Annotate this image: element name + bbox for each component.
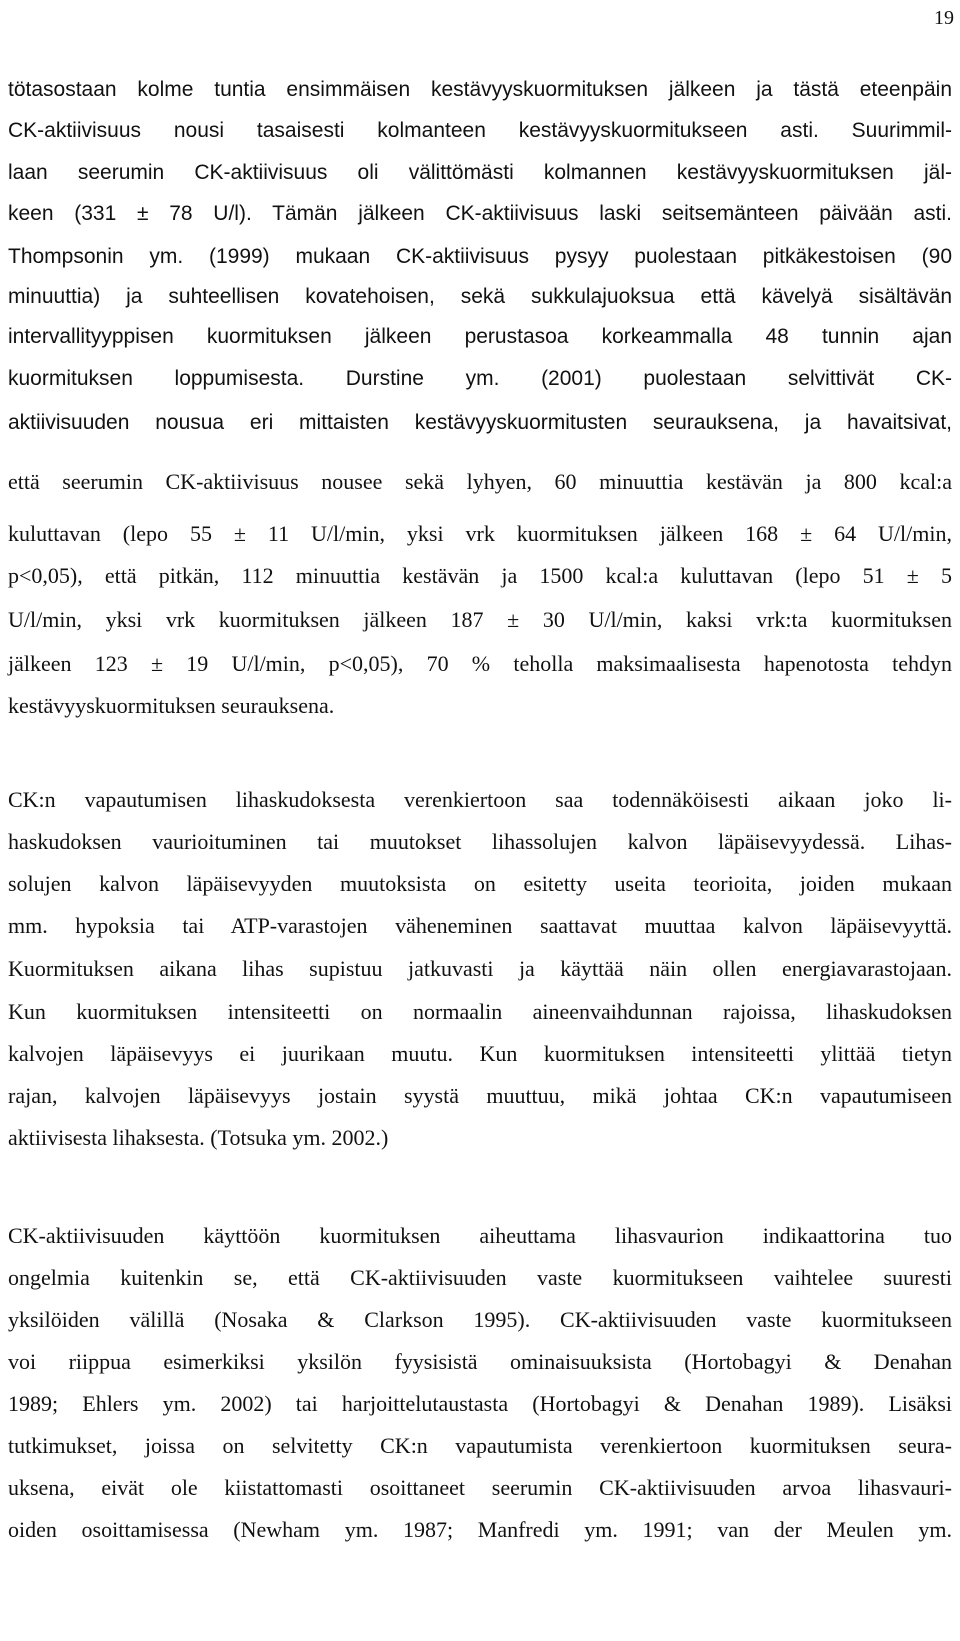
- text-line: oiden osoittamisessa (Newham ym. 1987; Manfredi ym. 1991; van der Meulen ym.: [8, 1517, 952, 1542]
- text-line: että seerumin CK-aktiivisuus nousee sekä lyhyen, 60 minuuttia kestävän ja 800 kcal:a: [8, 469, 952, 494]
- text-line: solujen kalvon läpäisevyyden muutoksista on esitetty useita teorioita, joiden mukaan: [8, 871, 952, 896]
- text-line: mm. hypoksia tai ATP-varastojen väheneminen saattavat muuttaa kalvon läpäisevyyttä.: [8, 913, 952, 938]
- page-number: 19: [934, 7, 954, 29]
- text-line: voi riippua esimerkiksi yksilön fyysisistä ominaisuuksista (Hortobagyi & Denahan: [8, 1349, 952, 1374]
- text-line: U/l/min, yksi vrk kuormituksen jälkeen 187 ± 30 U/l/min, kaksi vrk:ta kuormituksen: [8, 607, 952, 632]
- text-line: laan seerumin CK-aktiivisuus oli välittömästi kolmannen kestävyyskuormituksen jäl-: [8, 161, 952, 184]
- text-line: tutkimukset, joissa on selvitetty CK:n vapautumista verenkiertoon kuormituksen seura-: [8, 1433, 952, 1458]
- text-line: kalvojen läpäisevyys ei juurikaan muutu. Kun kuormituksen intensiteetti ylittää tietyn: [8, 1041, 952, 1066]
- text-line: Kuormituksen aikana lihas supistuu jatkuvasti ja käyttää näin ollen energiavarastojaan.: [8, 956, 952, 981]
- text-line: ongelmia kuitenkin se, että CK-aktiivisuuden vaste kuormitukseen vaihtelee suuresti: [8, 1265, 952, 1290]
- text-line: kuluttavan (lepo 55 ± 11 U/l/min, yksi vrk kuormituksen jälkeen 168 ± 64 U/l/min,: [8, 521, 952, 546]
- text-line: intervallityyppisen kuormituksen jälkeen perustasoa korkeammalla 48 tunnin ajan: [8, 325, 952, 348]
- text-line: CK-aktiivisuuden käyttöön kuormituksen aiheuttama lihasvaurion indikaattorina tuo: [8, 1223, 952, 1248]
- text-line: kestävyyskuormituksen seurauksena.: [8, 693, 335, 718]
- text-line: tötasostaan kolme tuntia ensimmäisen kestävyyskuormituksen jälkeen ja tästä eteenpäin: [8, 78, 952, 101]
- text-line: CK:n vapautumisen lihaskudoksesta verenkiertoon saa todennäköisesti aikaan joko li-: [8, 787, 952, 812]
- text-line: uksena, eivät ole kiistattomasti osoittaneet seerumin CK-aktiivisuuden arvoa lihasvauri-: [8, 1475, 952, 1500]
- text-line: kuormituksen loppumisesta. Durstine ym. (2001) puolestaan selvittivät CK-: [8, 367, 952, 390]
- text-line: 1989; Ehlers ym. 2002) tai harjoittelutaustasta (Hortobagyi & Denahan 1989). Lisäksi: [8, 1391, 952, 1416]
- text-line: yksilöiden välillä (Nosaka & Clarkson 1995). CK-aktiivisuuden vaste kuormitukseen: [8, 1307, 952, 1332]
- text-line: CK-aktiivisuus nousi tasaisesti kolmanteen kestävyyskuormitukseen asti. Suurimmil-: [8, 119, 952, 142]
- text-line: aktiivisuuden nousua eri mittaisten kestävyyskuormitusten seurauksena, ja havaitsivat,: [8, 411, 952, 434]
- text-line: jälkeen 123 ± 19 U/l/min, p<0,05), 70 % teholla maksimaalisesta hapenotosta tehdyn: [8, 651, 952, 676]
- text-line: Kun kuormituksen intensiteetti on normaalin aineenvaihdunnan rajoissa, lihaskudoksen: [8, 999, 952, 1024]
- text-line: aktiivisesta lihaksesta. (Totsuka ym. 2002.): [8, 1125, 389, 1150]
- text-line: rajan, kalvojen läpäisevyys jostain syystä muuttuu, mikä johtaa CK:n vapautumiseen: [8, 1083, 952, 1108]
- text-line: Thompsonin ym. (1999) mukaan CK-aktiivisuus pysyy puolestaan pitkäkestoisen (90: [8, 245, 952, 268]
- text-line: minuuttia) ja suhteellisen kovatehoisen, sekä sukkulajuoksua että kävelyä sisältävän: [8, 285, 952, 308]
- text-line: p<0,05), että pitkän, 112 minuuttia kestävän ja 1500 kcal:a kuluttavan (lepo 51 ± 5: [8, 563, 952, 588]
- text-line: keen (331 ± 78 U/l). Tämän jälkeen CK-aktiivisuus laski seitsemänteen päivään asti.: [8, 202, 952, 225]
- text-line: haskudoksen vaurioituminen tai muutokset lihassolujen kalvon läpäisevyydessä. Lihas-: [8, 829, 952, 854]
